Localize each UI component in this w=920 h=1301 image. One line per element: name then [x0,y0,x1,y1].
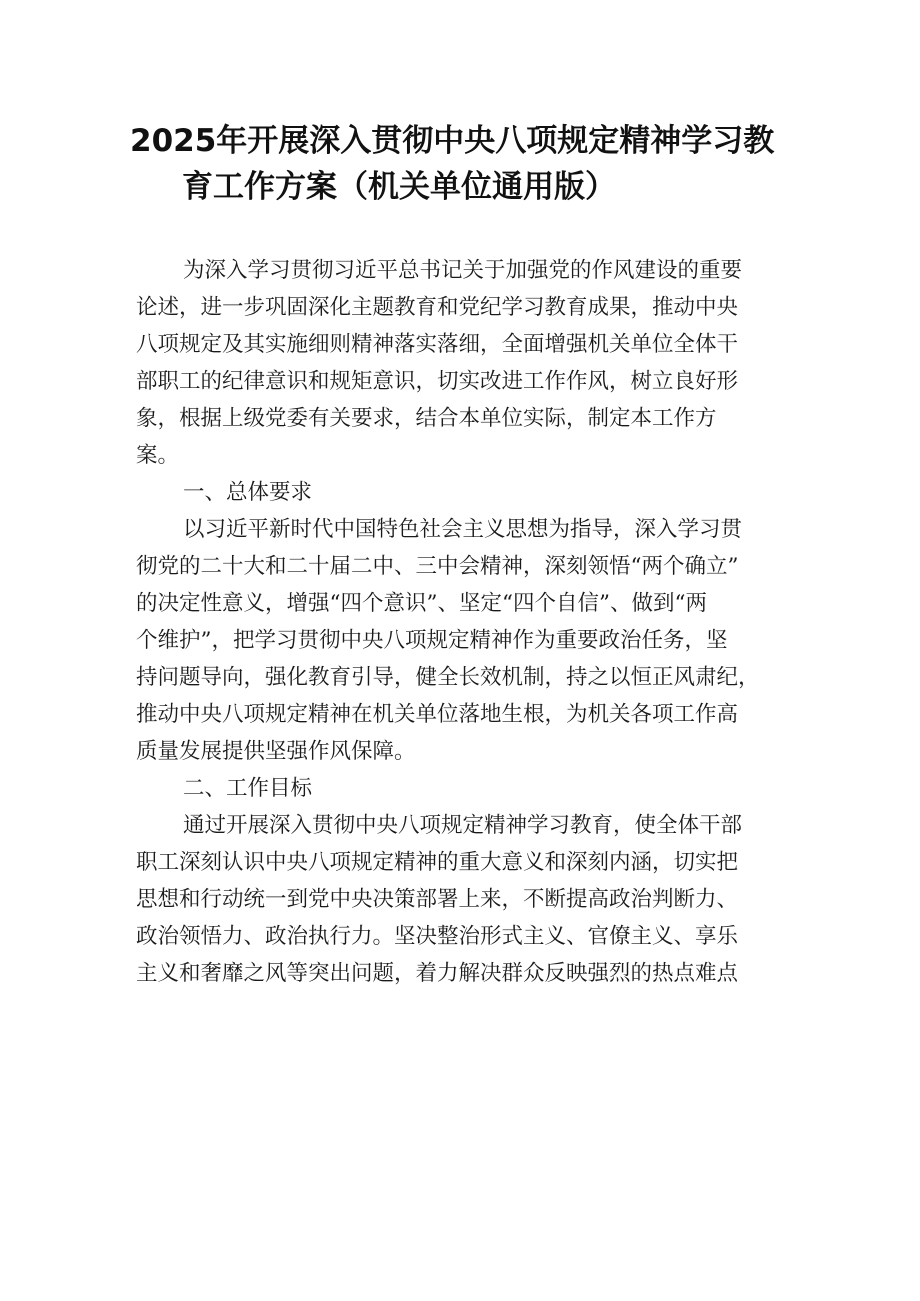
intro-paragraph-line: 象，根据上级党委有关要求，结合本单位实际，制定本工作方 [136,406,717,431]
section1-paragraph-line: 以习近平新时代中国特色社会主义思想为指导，深入学习贯 [183,517,743,542]
section-heading-work-goals: 二、工作目标 [183,776,313,801]
section2-paragraph-line: 主义和奢靡之风等突出问题，着力解决群众反映强烈的热点难点 [136,961,739,986]
section2-paragraph-line: 政治领悟力、政治执行力。坚决整治形式主义、官僚主义、享乐 [136,924,739,949]
section1-paragraph-line: 彻党的二十大和二十届二中、三中会精神，深刻领悟“两个确立” [136,554,739,579]
section2-paragraph-line: 职工深刻认识中央八项规定精神的重大意义和深刻内涵，切实把 [136,850,739,875]
intro-paragraph-line: 八项规定及其实施细则精神落实落细，全面增强机关单位全体干 [136,332,739,357]
section-heading-overall-requirements: 一、总体要求 [183,480,313,505]
section1-paragraph-line: 的决定性意义，增强“四个意识”、坚定“四个自信”、做到“两 [136,591,707,616]
document-title [130,118,790,210]
intro-paragraph-line: 论述，进一步巩固深化主题教育和党纪学习教育成果，推动中央 [136,295,739,320]
title-line: 2025年开展深入贯彻中央八项规定精神学习教 [130,123,775,159]
section2-paragraph-line: 思想和行动统一到党中央决策部署上来，不断提高政治判断力、 [136,887,739,912]
section1-paragraph-line: 质量发展提供坚强作风保障。 [136,739,416,764]
section1-paragraph-line: 持问题导向，强化教育引导，健全长效机制，持之以恒正风肃纪， [136,665,760,690]
section1-paragraph-line: 推动中央八项规定精神在机关单位落地生根，为机关各项工作高 [136,702,739,727]
intro-paragraph-line: 案。 [136,443,180,468]
section1-paragraph-line: 个维护”，把学习贯彻中央八项规定精神作为重要政治任务，坚 [136,628,728,653]
intro-paragraph-line: 为深入学习贯彻习近平总书记关于加强党的作风建设的重要 [183,258,743,283]
intro-paragraph-line: 部职工的纪律意识和规矩意识，切实改进工作作风，树立良好形 [136,369,739,394]
section2-paragraph-line: 通过开展深入贯彻中央八项规定精神学习教育，使全体干部 [183,813,743,838]
title-line: 育工作方案（机关单位通用版） [182,169,616,205]
document-body [136,252,796,992]
